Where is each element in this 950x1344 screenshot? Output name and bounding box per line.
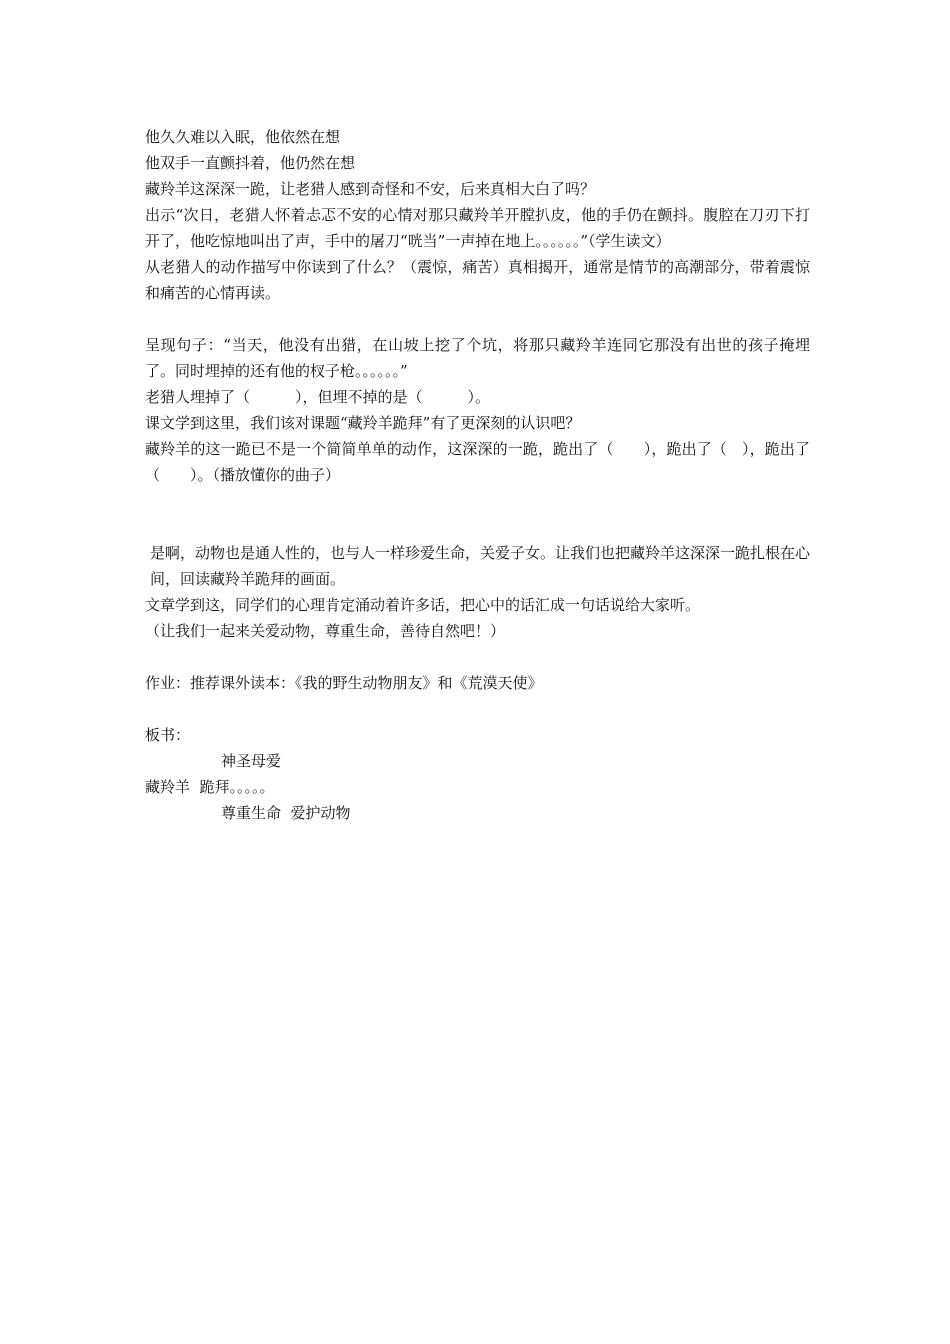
paragraph-line: 老猎人埋掉了（ ），但埋不掉的是（ ）。	[145, 388, 491, 406]
spacer	[145, 644, 810, 670]
spacer	[145, 306, 810, 332]
homework-line: 作业：推荐课外读本：《我的野生动物朋友》和《荒漠天使》	[145, 674, 543, 692]
spacer	[145, 696, 810, 722]
board-bottom-line: 尊重生命 爱护动物	[221, 804, 351, 822]
paragraph-line: 出示“次日，老猎人怀着忐忑不安的心情对那只藏羚羊开膛扒皮，他的手仍在颤抖。腹腔在刀刃下打开了，他吃惊地叫出了声，手中的屠刀“咣当”一声掉在地上。。。。。。”（学生读文）	[145, 206, 810, 250]
board-middle-line: 藏羚羊 跪拜。。。。。	[145, 778, 275, 796]
paragraph-line: （让我们一起来关爱动物，尊重生命，善待自然吧！）	[145, 622, 506, 640]
board-top-line: 神圣母爱	[221, 752, 282, 770]
paragraph-line: 他双手一直颤抖着，他仍然在想	[145, 154, 356, 172]
paragraph-line: 课文学到这里，我们该对课题“藏羚羊跪拜”有了更深刻的认识吧？	[145, 414, 581, 432]
paragraph-line: 是啊，动物也是通人性的，也与人一样珍爱生命，关爱子女。让我们也把藏羚羊这深深一跪扎根在心间，回读藏羚羊跪拜的画面。	[150, 544, 811, 588]
spacer	[145, 488, 810, 540]
board-diagram	[145, 748, 810, 826]
paragraph-line: 他久久难以入眠，他依然在想	[145, 128, 341, 146]
board-heading: 板书：	[145, 726, 191, 744]
paragraph-line: 藏羚羊的这一跪已不是一个简简单单的动作，这深深的一跪，跪出了（ ），跪出了（ ），跪出了（ ）。（播放懂你的曲子）	[145, 440, 810, 484]
paragraph-line: 藏羚羊这深深一跪，让老猎人感到奇怪和不安，后来真相大白了吗？	[145, 180, 596, 198]
document-page	[145, 124, 810, 826]
paragraph-line: 文章学到这，同学们的心理肯定涌动着许多话，把心中的话汇成一句话说给大家听。	[145, 596, 701, 614]
paragraph-line: 呈现句子：“当天，他没有出猎，在山坡上挖了个坑，将那只藏羚羊连同它那没有出世的孩子掩埋了。同时埋掉的还有他的杈子枪。。。。。。”	[145, 336, 810, 380]
paragraph-line: 从老猎人的动作描写中你读到了什么？（震惊，痛苦）真相揭开，通常是情节的高潮部分，带着震惊和痛苦的心情再读。	[145, 258, 810, 302]
